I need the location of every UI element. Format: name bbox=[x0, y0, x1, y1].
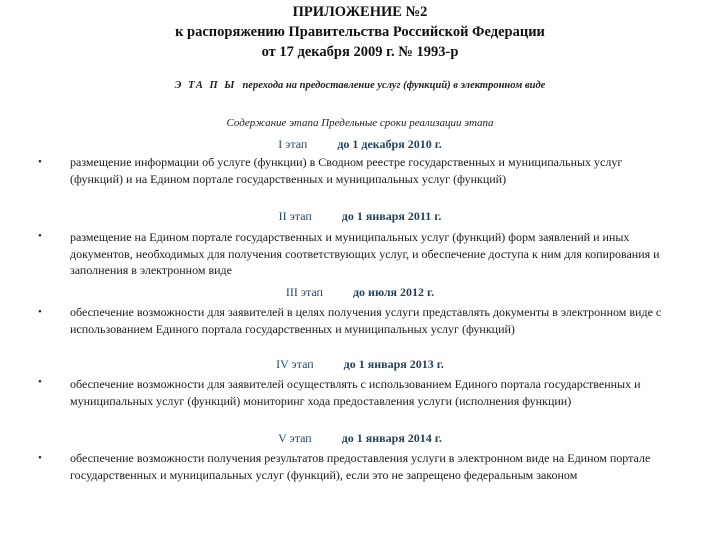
stage-1-label bbox=[0, 137, 720, 152]
bullet-marker: • bbox=[38, 230, 42, 242]
stage-3-label bbox=[0, 285, 720, 300]
stages-heading bbox=[0, 80, 720, 91]
stage-1-content: размещение информации об услуге (функции) в Сводном реестре государственных и муниципальных услуг (функций) и на Едином портале государственных и муниципальных услуг (функций) bbox=[70, 155, 623, 186]
stages-heading-word: Э ТА П Ы bbox=[174, 80, 237, 91]
document-header bbox=[0, 2, 720, 62]
stage-5-deadline: до 1 января 2014 г. bbox=[341, 431, 442, 445]
stage-2-deadline: до 1 января 2011 г. bbox=[341, 209, 442, 223]
stage-3-name: III этап bbox=[285, 285, 323, 299]
stage-1-name: I этап bbox=[278, 137, 308, 151]
bullet-marker: • bbox=[38, 156, 42, 168]
stage-2-content: размещение на Едином портале государственных и муниципальных услуг (функций) форм заявлений и иных документов, необходимых для получения соответствующих услуг, и обеспечение доступа к ним для копирования и заполнения в электронном виде bbox=[70, 230, 660, 277]
stage-5-name: V этап bbox=[278, 431, 312, 445]
stage-2-name: II этап bbox=[278, 209, 312, 223]
stage-4-name: IV этап bbox=[276, 357, 314, 371]
bullet-marker: • bbox=[38, 376, 42, 388]
stage-3-deadline: до июля 2012 г. bbox=[352, 285, 435, 299]
stage-3-content: обеспечение возможности для заявителей в целях получения услуги представлять документы в электронном виде с использованием Единого портала государственных и муниципальных услуг (функций) bbox=[70, 305, 662, 336]
stage-1-deadline: до 1 декабря 2010 г. bbox=[337, 137, 442, 151]
stage-4-label bbox=[0, 357, 720, 372]
stage-4-deadline: до 1 января 2013 г. bbox=[343, 357, 444, 371]
appendix-date-number: от 17 декабря 2009 г. № 1993-р bbox=[261, 44, 459, 60]
appendix-title: ПРИЛОЖЕНИЕ №2 bbox=[292, 4, 428, 20]
stage-2-label bbox=[0, 209, 720, 224]
bullet-marker: • bbox=[38, 452, 42, 464]
stages-heading-text: перехода на предоставление услуг (функций) в электронном виде bbox=[242, 80, 546, 91]
appendix-subtitle: к распоряжению Правительства Российской Федерации bbox=[175, 24, 545, 40]
stage-5-content: обеспечение возможности получения результатов предоставления услуги в электронном виде на Едином портале государственных и муниципальных услуг (функций), если это не запрещено федеральным законом bbox=[70, 451, 651, 482]
bullet-marker: • bbox=[38, 306, 42, 318]
stage-4-content: обеспечение возможности для заявителей осуществлять с использованием Единого портала государственных и муниципальных услуг (функций) мониторинг хода предоставления услуги (исполнения функции) bbox=[70, 377, 641, 408]
columns-caption: Содержание этапа Предельные сроки реализации этапа bbox=[226, 117, 494, 129]
stage-5-label bbox=[0, 431, 720, 446]
